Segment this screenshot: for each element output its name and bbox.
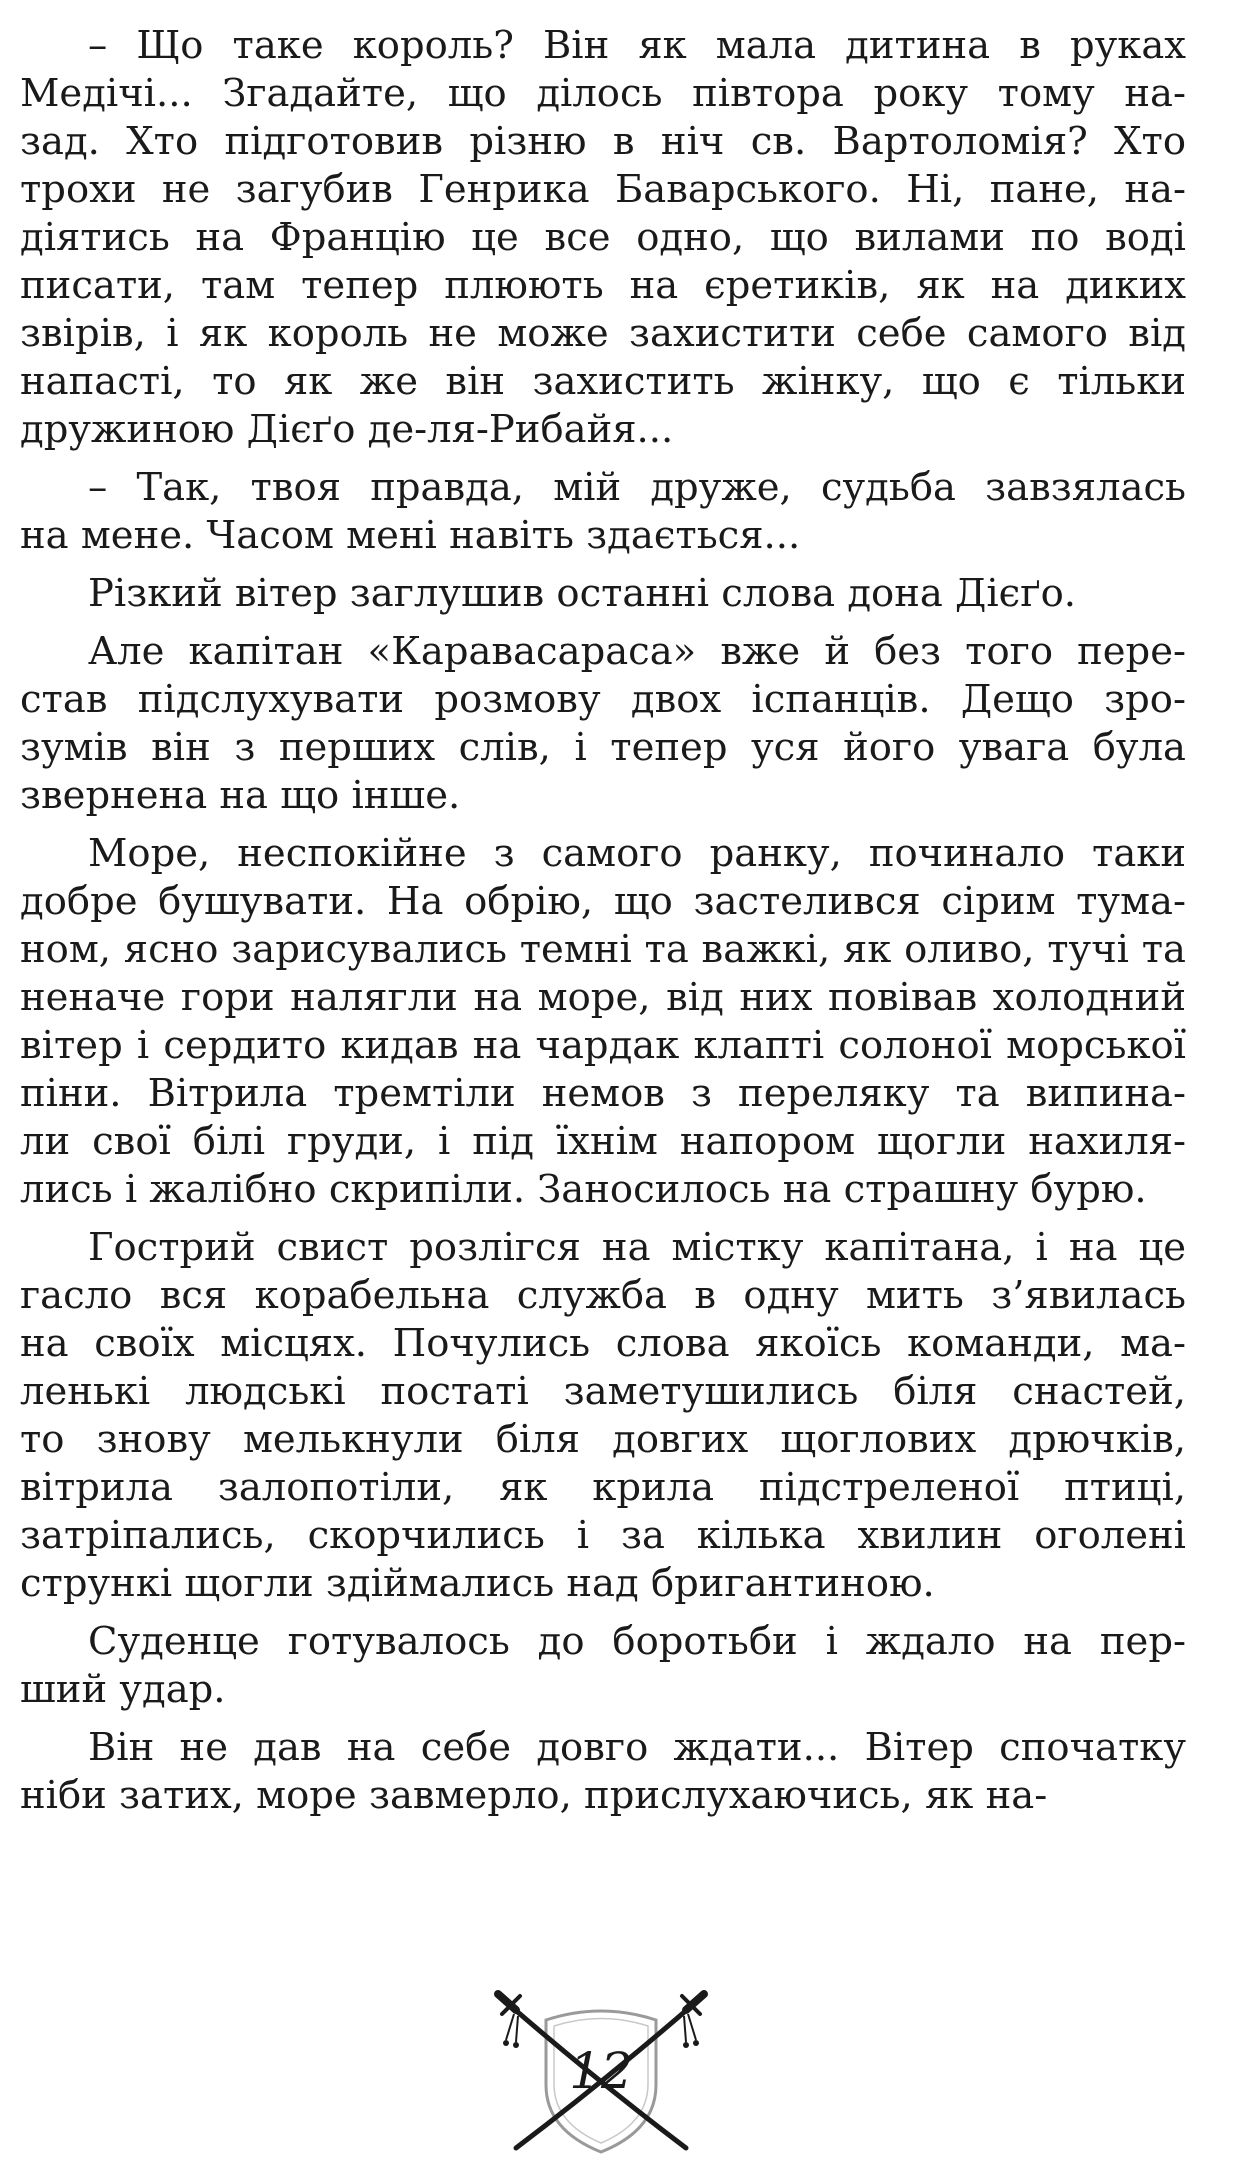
text-line: стрункі щогли здіймались над бригантиною.	[20, 1561, 935, 1606]
paragraph	[20, 1618, 1186, 1714]
paragraph	[20, 830, 1186, 1214]
paragraph	[20, 22, 1186, 454]
text-line: ніби затих, море завмерло, прислухаючись, як на-	[20, 1773, 1048, 1818]
text-line: – Що таке король? Він як мала дитина в руках	[88, 23, 1186, 68]
text-line: трохи не загубив Генрика Баварського. Ні, пане, на-	[20, 167, 1186, 212]
paragraph	[20, 628, 1186, 820]
text-line: на своїх місцях. Почулись слова якоїсь команди, ма-	[20, 1321, 1186, 1366]
text-line: Море, неспокійне з самого ранку, починало таки	[88, 831, 1186, 876]
text-line: вітер і сердито кидав на чардак клапті солоної морської	[20, 1023, 1186, 1068]
text-line: Медічі... Згадайте, що ділось півтора року тому на-	[20, 71, 1186, 116]
text-line: вітрила залопотіли, як крила підстреленої птиці,	[20, 1465, 1186, 1510]
page-number: 12	[569, 2042, 633, 2100]
text-line: неначе гори налягли на море, від них повівав холодний	[20, 975, 1186, 1020]
text-line: Суденце готувалось до боротьби і ждало на пер-	[88, 1619, 1186, 1664]
body-text	[20, 22, 1186, 1830]
text-line: піни. Вітрила тремтіли немов з переляку та випина-	[20, 1071, 1186, 1116]
text-line: звернена на що інше.	[20, 773, 461, 818]
text-line: зумів він з перших слів, і тепер уся його увага була	[20, 725, 1186, 770]
text-line: ший удар.	[20, 1667, 226, 1712]
text-line: зад. Хто підготовив різню в ніч св. Вартоломія? Хто	[20, 119, 1186, 164]
text-line: гасло вся корабельна служба в одну мить з’явилась	[20, 1273, 1186, 1318]
text-line: Гострий свист розлігся на містку капітана, і на це	[88, 1225, 1186, 1270]
text-line: затріпались, скорчились і за кілька хвилин оголені	[20, 1513, 1186, 1558]
text-line: Різкий вітер заглушив останні слова дона Дієґо.	[88, 571, 1077, 616]
text-line: діятись на Францію це все одно, що вилами по воді	[20, 215, 1186, 260]
paragraph	[20, 570, 1186, 618]
paragraph	[20, 464, 1186, 560]
text-line: дружиною Дієґо де-ля-Рибайя...	[20, 407, 674, 452]
text-line: – Так, твоя правда, мій друже, судьба завзялась	[88, 465, 1186, 510]
text-line: став підслухувати розмову двох іспанців. Дещо зро-	[20, 677, 1186, 722]
text-line: Але капітан «Каравасараса» вже й без того пере-	[88, 629, 1186, 674]
text-line: писати, там тепер плюють на єретиків, як на диких	[20, 263, 1186, 308]
text-line: напасті, то як же він захистить жінку, що є тільки	[20, 359, 1186, 404]
text-line: ном, ясно зарисувались темні та важкі, як оливо, тучі та	[20, 927, 1186, 972]
text-line: то знову мелькнули біля довгих щоглових дрючків,	[20, 1417, 1186, 1462]
paragraph	[20, 1224, 1186, 1608]
text-line: ли свої білі груди, і під їхнім напором щогли нахиля-	[20, 1119, 1186, 1164]
text-line: звірів, і як король не може захистити себе самого від	[20, 311, 1186, 356]
text-line: лись і жалібно скрипіли. Заносилось на страшну бурю.	[20, 1167, 1147, 1212]
text-line: ленькі людські постаті заметушились біля снастей,	[20, 1369, 1186, 1414]
text-line: Він не дав на себе довго ждати... Вітер спочатку	[88, 1725, 1186, 1770]
text-line: добре бушувати. На обрію, що застелився сірим тума-	[20, 879, 1186, 924]
text-line: на мене. Часом мені навіть здається...	[20, 513, 801, 558]
paragraph	[20, 1724, 1186, 1820]
page-footer-ornament	[476, 1980, 726, 2160]
